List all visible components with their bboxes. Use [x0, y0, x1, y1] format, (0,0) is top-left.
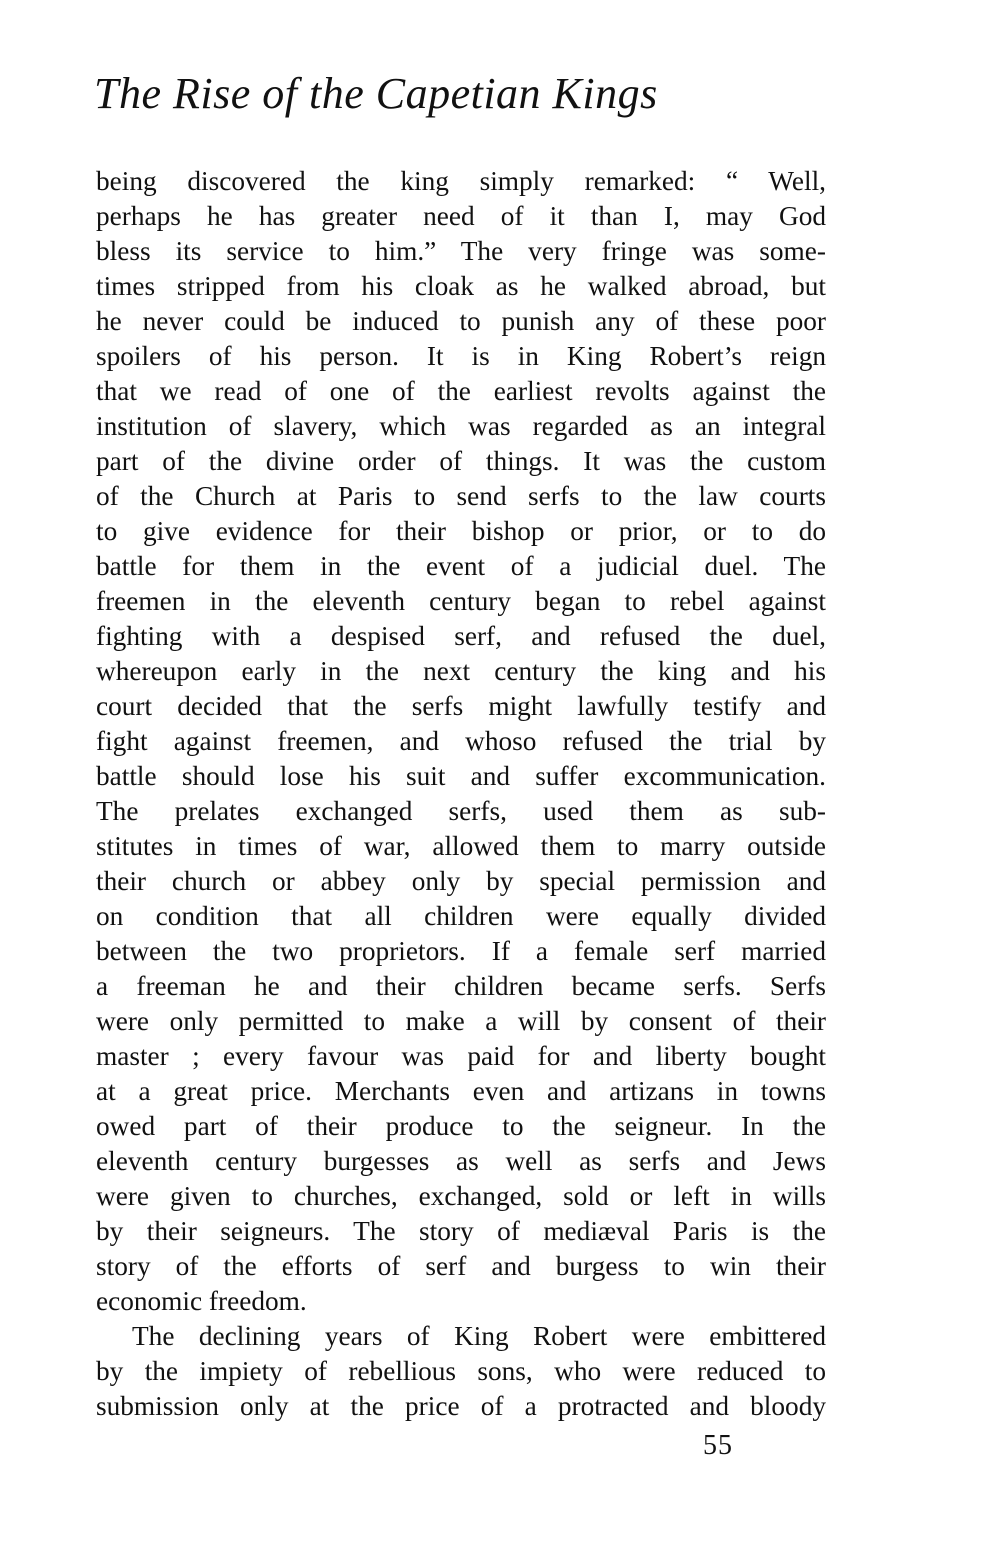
text-line: being discovered the king simply remarked: “ Well,	[96, 166, 826, 196]
text-line: bless its service to him.” The very fringe was some-	[96, 236, 826, 266]
text-line: that we read of one of the earliest revolts against the	[96, 376, 826, 406]
text-line: by the impiety of rebellious sons, who were reduced to	[96, 1356, 826, 1386]
text-line: by their seigneurs. The story of mediæval Paris is the	[96, 1216, 826, 1246]
text-line: submission only at the price of a protracted and bloody	[96, 1391, 826, 1421]
text-line: court decided that the serfs might lawfully testify and	[96, 691, 826, 721]
text-line: stitutes in times of war, allowed them to marry outside	[96, 831, 826, 861]
text-line: to give evidence for their bishop or prior, or to do	[96, 516, 826, 546]
text-line: he never could be induced to punish any of these poor	[96, 306, 826, 336]
paragraph-1	[96, 164, 826, 1319]
paragraph-2	[96, 1319, 826, 1424]
text-line: their church or abbey only by special permission and	[96, 866, 826, 896]
text-line: were given to churches, exchanged, sold or left in wills	[96, 1181, 826, 1211]
text-line: battle should lose his suit and suffer excommunication.	[96, 761, 826, 791]
text-line: battle for them in the event of a judicial duel. The	[96, 551, 826, 581]
text-line: institution of slavery, which was regarded as an integral	[96, 411, 826, 441]
text-line: The declining years of King Robert were embittered	[132, 1321, 826, 1351]
text-line: of the Church at Paris to send serfs to the law courts	[96, 481, 826, 511]
text-line: eleventh century burgesses as well as serfs and Jews	[96, 1146, 826, 1176]
page-number: 55	[703, 1430, 733, 1461]
text-line: perhaps he has greater need of it than I, may God	[96, 201, 826, 231]
text-line: on condition that all children were equally divided	[96, 901, 826, 931]
text-line: a freeman he and their children became serfs. Serfs	[96, 971, 826, 1001]
text-line: times stripped from his cloak as he walked abroad, but	[96, 271, 826, 301]
text-line: The prelates exchanged serfs, used them as sub-	[96, 796, 826, 826]
running-head-title: The Rise of the Capetian Kings	[94, 69, 658, 118]
text-line: part of the divine order of things. It was the custom	[96, 446, 826, 476]
text-line: fight against freemen, and whoso refused the trial by	[96, 726, 826, 756]
text-line: whereupon early in the next century the king and his	[96, 656, 826, 686]
text-line: freemen in the eleventh century began to rebel against	[96, 586, 826, 616]
body-text	[96, 164, 826, 1424]
text-line: owed part of their produce to the seigneur. In the	[96, 1111, 826, 1141]
text-line: story of the efforts of serf and burgess to win their	[96, 1251, 826, 1281]
text-line: spoilers of his person. It is in King Robert’s reign	[96, 341, 826, 371]
text-line: master ; every favour was paid for and liberty bought	[96, 1041, 826, 1071]
text-line: between the two proprietors. If a female serf married	[96, 936, 826, 966]
text-line: were only permitted to make a will by consent of their	[96, 1006, 826, 1036]
text-line: economic freedom.	[96, 1286, 307, 1316]
text-line: fighting with a despised serf, and refused the duel,	[96, 621, 826, 651]
text-line: at a great price. Merchants even and artizans in towns	[96, 1076, 826, 1106]
